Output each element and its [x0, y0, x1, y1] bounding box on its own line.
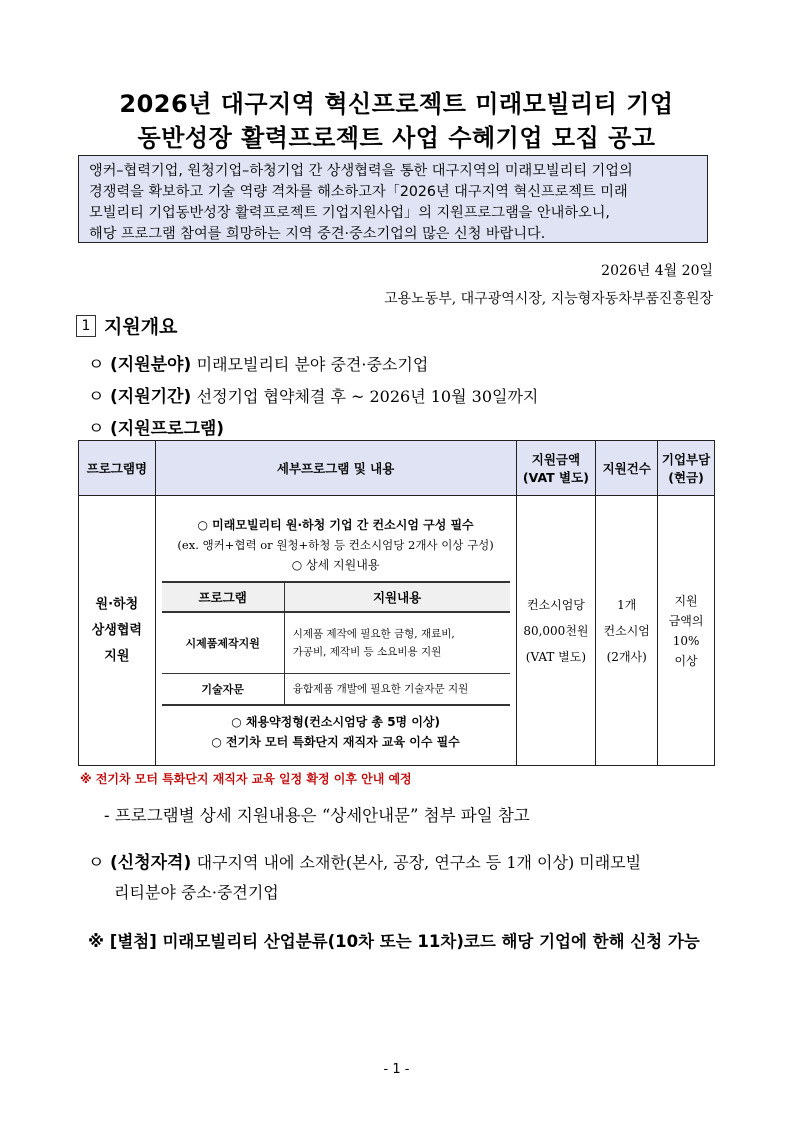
th-detail: 세부프로그램 및 내용: [155, 441, 516, 496]
company-burden: 지원 금액의 10% 이상: [658, 496, 715, 766]
bullet-symbol: ㅇ: [88, 355, 105, 375]
th-amount: 지원금액 (VAT 별도): [516, 441, 596, 496]
program-detail: [155, 496, 516, 766]
inner-program: 시제품제작지원: [162, 612, 285, 674]
bullet-symbol: ㅇ: [88, 853, 105, 873]
intro-line: 경쟁력을 확보하고 기술 역량 격차를 해소하고자「2026년 대구지역 혁신프로젝트 미래: [89, 184, 628, 200]
table-row: [79, 496, 715, 766]
section-number-box: 1: [76, 315, 96, 337]
table-header-row: [79, 441, 715, 496]
inner-th-content: 지원내용: [284, 582, 509, 612]
page-title-line2: 동반성장 활력프로젝트 사업 수혜기업 모집 공고: [137, 124, 656, 152]
detail-line: ○ 채용약정형(컨소시엄당 총 5명 이상): [231, 715, 440, 729]
bullet-symbol: ㅇ: [88, 387, 105, 407]
intro-line: 앵커–협력기업, 원청기업–하청기업 간 상생협력을 통한 대구지역의 미래모빌리티 기업의: [89, 163, 633, 179]
attachment-note: ※ [별첨] 미래모빌리티 산업분류(10차 또는 11차)코드 해당 기업에 한해 신청 가능: [88, 932, 700, 951]
th-burden: 기업부담 (현금): [658, 441, 715, 496]
intro-line: 모빌리티 기업동반성장 활력프로젝트 기업지원사업」의 지원프로그램을 안내하오니,: [89, 205, 610, 221]
page-number: - 1 -: [383, 1062, 410, 1077]
bullet-label: (지원프로그램): [110, 419, 225, 439]
page-title-line1: 2026년 대구지역 혁신프로젝트 미래모빌리티 기업: [119, 90, 674, 118]
program-category: 원·하청 상생협력 지원: [79, 496, 156, 766]
intro-line: 해당 프로그램 참여를 희망하는 지역 중견·중소기업의 많은 신청 바랍니다.: [89, 226, 546, 242]
inner-support-table: [162, 581, 510, 706]
program-table: [78, 440, 715, 766]
detail-reference-note: - 프로그램별 상세 지원내용은 “상세안내문” 첨부 파일 참고: [104, 806, 530, 825]
detail-line: ○ 전기차 모터 특화단지 재직자 교육 이수 필수: [211, 735, 460, 749]
bullet-value: 선정기업 협약체결 후 ~ 2026년 10월 30일까지: [196, 387, 539, 406]
inner-content: 융합제품 개발에 필요한 기술자문 지원: [284, 674, 509, 706]
inner-program: 기술자문: [162, 674, 285, 706]
bullet-label: (지원기간): [110, 387, 192, 407]
th-program: 프로그램명: [79, 441, 156, 496]
support-amount: 컨소시엄당 80,000천원 (VAT 별도): [516, 496, 596, 766]
inner-row: [162, 612, 510, 674]
bullet-value: 미래모빌리티 분야 중견·중소기업: [196, 355, 429, 374]
th-count: 지원건수: [596, 441, 658, 496]
eligibility-label: (신청자격): [110, 853, 192, 873]
bullet-support-field: [88, 350, 428, 375]
eligibility-value: 대구지역 내에 소재한(본사, 공장, 연구소 등 1개 이상) 미래모빌: [196, 853, 642, 872]
detail-line: ○ 상세 지원내용: [291, 558, 380, 572]
section-title: 지원개요: [104, 316, 178, 338]
intro-box: [78, 155, 708, 243]
issuer: 고용노동부, 대구광역시장, 지능형자동차부품진흥원장: [384, 291, 713, 307]
detail-line: ○ 미래모빌리티 원·하청 기업 간 컨소시엄 구성 필수: [197, 518, 474, 532]
inner-row: [162, 674, 510, 706]
education-schedule-note: ※ 전기차 모터 특화단지 재직자 교육 일정 확정 이후 안내 예정: [80, 772, 412, 786]
bullet-support-period: [88, 382, 538, 407]
bullet-label: (지원분야): [110, 355, 192, 375]
detail-line: (ex. 앵커+협력 or 원청+하청 등 컨소시엄당 2개사 이상 구성): [177, 538, 494, 552]
support-count: 1개 컨소시엄 (2개사): [596, 496, 658, 766]
bullet-symbol: ㅇ: [88, 419, 105, 439]
eligibility-line: [88, 848, 641, 873]
bullet-support-program: [88, 414, 224, 439]
inner-content: 시제품 제작에 필요한 금형, 재료비, 가공비, 제작비 등 소요비용 지원: [284, 612, 509, 674]
inner-th-program: 프로그램: [162, 582, 285, 612]
announcement-date: 2026년 4월 20일: [601, 263, 713, 279]
eligibility-value-cont: 리티분야 중소·중견기업: [114, 883, 279, 902]
inner-header-row: [162, 582, 510, 612]
